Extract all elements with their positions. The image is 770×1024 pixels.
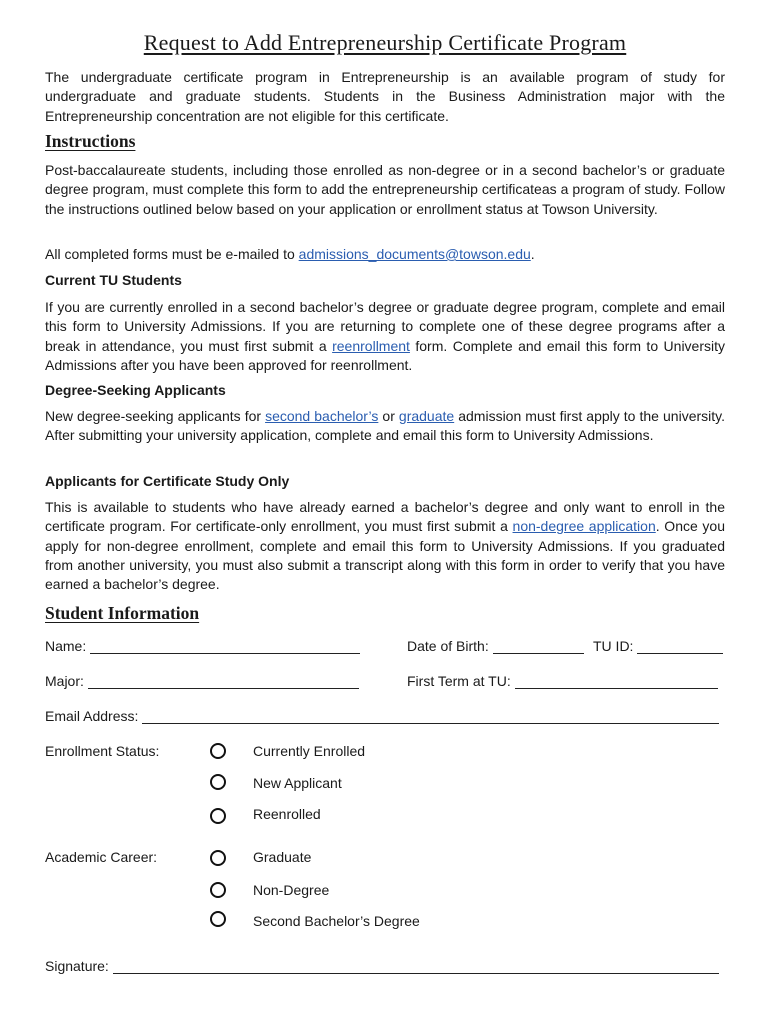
instructions-paragraph: Post-baccalaureate students, including those enrolled as non-degree or in a second bachelor’s or graduate degree program, must complete this form to add the entrepreneurship certificateas a program of study. Follow the instructions outlined below based on your application or enrollment status at Towson University.	[45, 162, 725, 217]
major-field[interactable]: Major:	[45, 673, 359, 689]
option-graduate: Graduate	[253, 849, 312, 865]
degree-seeking-paragraph: New degree-seeking applicants for second bachelor’s or graduate admission must first apply to the university. After submitting your university application, complete and email this form to University Admissions.	[45, 408, 725, 444]
radio-non-degree[interactable]	[210, 882, 226, 898]
tu-id-field[interactable]: TU ID:	[593, 638, 723, 654]
name-line[interactable]	[90, 639, 360, 654]
radio-graduate[interactable]	[210, 850, 226, 866]
first-term-field[interactable]: First Term at TU:	[407, 673, 718, 689]
degree-seeking-heading: Degree-Seeking Applicants	[45, 382, 226, 398]
major-line[interactable]	[88, 674, 359, 689]
certificate-only-paragraph: This is available to students who have already earned a bachelor’s degree and only want to enroll in the certificate program. For certificate-only enrollment, you must first submit a non-degree application. Once you apply for non-degree enrollment, complete and email this form to University Admissions. If you graduated from another university, you must also submit a transcript along with this form in order to verify that you have earned a bachelor’s degree.	[45, 499, 725, 593]
non-degree-application-link[interactable]: non-degree application	[512, 518, 656, 535]
current-students-heading: Current TU Students	[45, 272, 182, 288]
signature-field[interactable]: Signature:	[45, 958, 719, 974]
graduate-link[interactable]: graduate	[398, 408, 455, 424]
certificate-only-heading: Applicants for Certificate Study Only	[45, 473, 290, 489]
email-instruction: All completed forms must be e-mailed to admissions_documents@towson.edu.	[45, 246, 535, 262]
tu-id-line[interactable]	[637, 639, 723, 654]
second-bachelors-link[interactable]: second bachelor’s	[265, 408, 379, 424]
option-non-degree: Non-Degree	[253, 882, 330, 898]
option-second-bachelors: Second Bachelor’s Degree	[253, 913, 420, 929]
first-term-line[interactable]	[515, 674, 718, 689]
name-field[interactable]: Name:	[45, 638, 360, 654]
admissions-email-link[interactable]: admissions_documents@towson.edu	[298, 246, 531, 262]
instructions-heading: Instructions	[45, 131, 136, 151]
student-information-heading: Student Information	[45, 603, 200, 623]
dob-line[interactable]	[493, 639, 584, 654]
reenrollment-link[interactable]: reenrollment	[332, 337, 410, 354]
option-reenrolled: Reenrolled	[253, 806, 321, 822]
email-address-field[interactable]: Email Address:	[45, 708, 719, 724]
option-new-applicant: New Applicant	[253, 775, 342, 791]
enrollment-status-label: Enrollment Status:	[45, 743, 160, 759]
current-students-paragraph: If you are currently enrolled in a second bachelor’s degree or graduate degree program, complete and email this form to University Admissions. If you are returning to complete one of these degree programs after a break in attendance, you must first submit a reenrollment form. Complete and email this form to University Admissions after you have been approved for reenrollment.	[45, 299, 725, 373]
date-of-birth-field[interactable]: Date of Birth:	[407, 638, 584, 654]
radio-currently-enrolled[interactable]	[210, 743, 226, 759]
intro-paragraph: The undergraduate certificate program in Entrepreneurship is an available program of study for undergraduate and graduate students. Students in the Business Administration major with the Entrepreneurship concentration are not eligible for this certificate.	[45, 69, 725, 124]
email-line[interactable]	[142, 709, 719, 724]
page-title: Request to Add Entrepreneurship Certificate Program	[143, 30, 627, 55]
academic-career-label: Academic Career:	[45, 849, 158, 865]
option-currently-enrolled: Currently Enrolled	[253, 743, 366, 759]
signature-line[interactable]	[113, 959, 719, 974]
radio-reenrolled[interactable]	[210, 808, 226, 824]
radio-second-bachelors[interactable]	[210, 911, 226, 927]
radio-new-applicant[interactable]	[210, 774, 226, 790]
